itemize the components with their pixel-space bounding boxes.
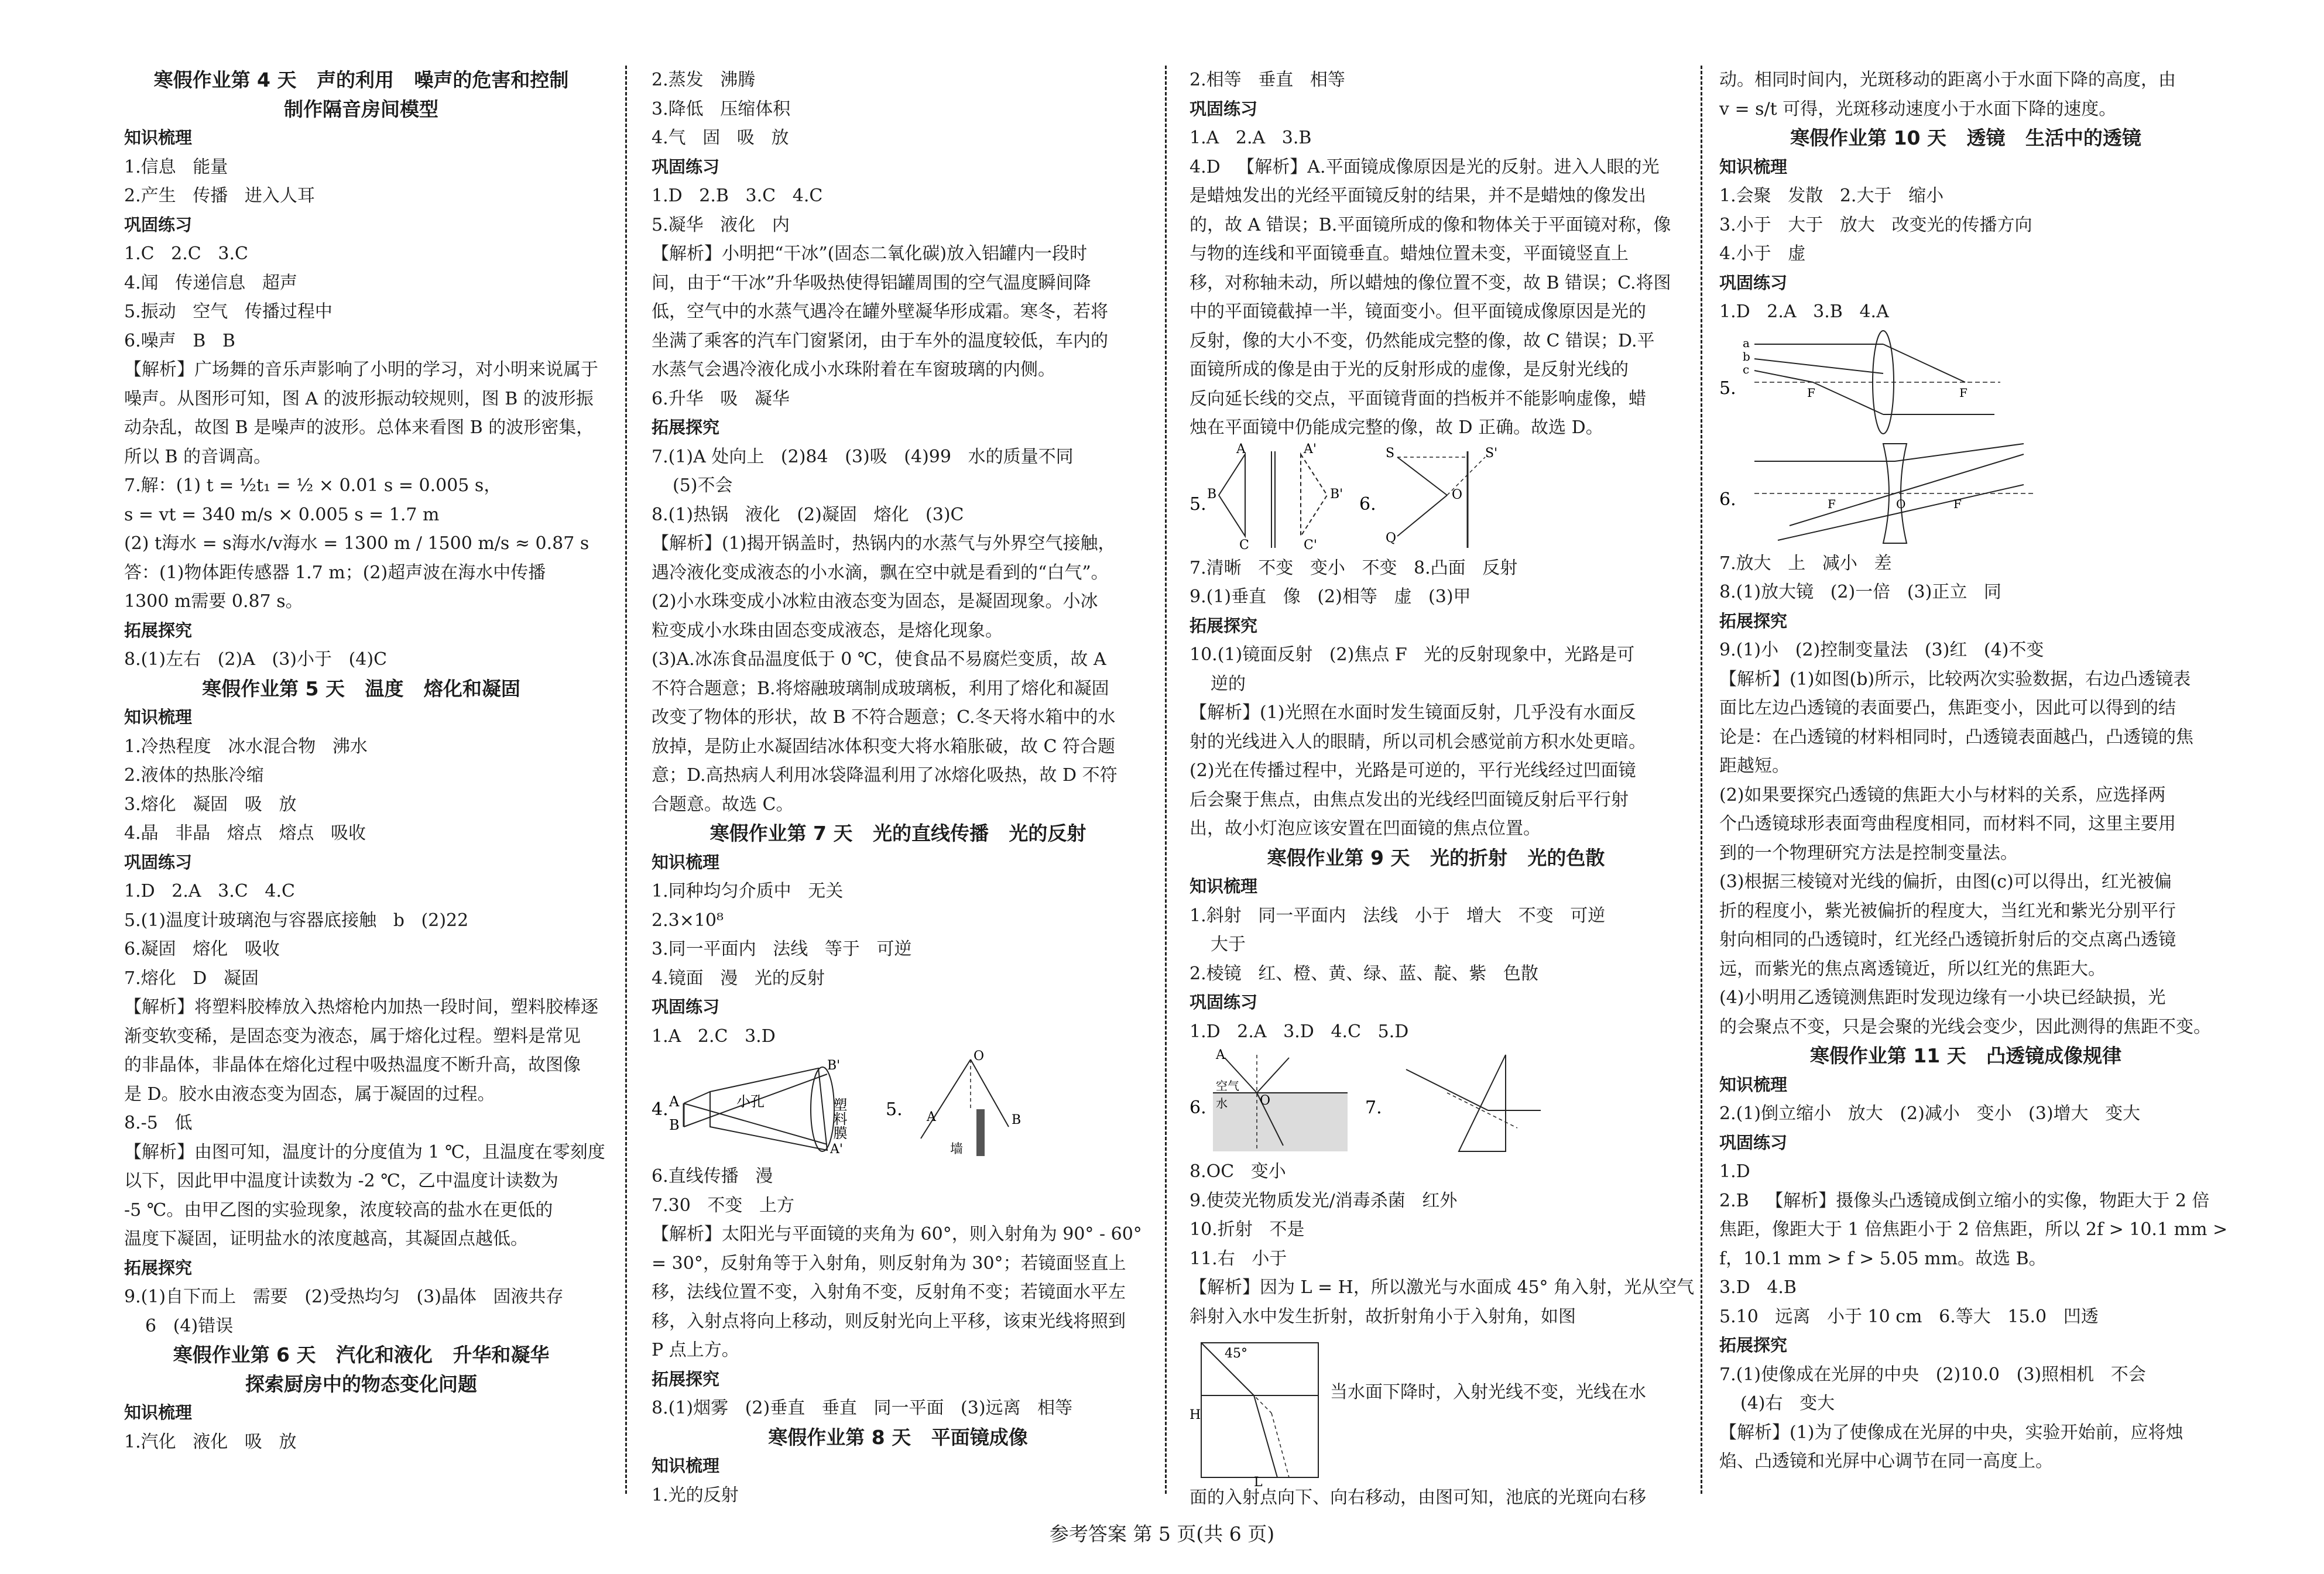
label-s: S xyxy=(1386,445,1395,461)
label-c-prime3: C' xyxy=(1304,537,1317,553)
answer-line: -5 ℃。由甲乙图的实验现象，浓度较高的盐水在更低的 xyxy=(124,1199,553,1220)
answer-line: 3.D 4.B xyxy=(1719,1277,1797,1298)
answer-line: 6.凝固 熔化 吸收 xyxy=(124,939,280,959)
answer-line: 到的一个物理研究方法是控制变量法。 xyxy=(1719,842,2018,863)
answer-line: 面镜所成的像是由于光的反射形成的虚像，是反射光线的 xyxy=(1190,359,1629,380)
answer-line: 8.OC 变小 xyxy=(1190,1161,1286,1182)
answer-line: 4.小于 虚 xyxy=(1719,244,1806,264)
answer-line: 1.同种均匀介质中 无关 xyxy=(652,881,844,901)
label-o3: O xyxy=(1452,487,1463,502)
section-title: 寒假作业第 8 天 平面镜成像 xyxy=(768,1425,1028,1449)
answer-line: s = vt = 340 m/s × 0.005 s = 1.7 m xyxy=(124,504,440,525)
answer-line: (2) t海水 = s海水/v海水 = 1300 m / 1500 m/s ≈ 0.87 s xyxy=(124,533,589,554)
subsection-heading: 知识梳理 xyxy=(652,1456,720,1476)
answer-line: 【解析】(1)光照在水面时发生镜面反射，几乎没有水面反 xyxy=(1190,702,1636,723)
answer-line: 1300 m需要 0.87 s。 xyxy=(124,591,303,612)
subsection-heading: 巩固练习 xyxy=(124,852,193,872)
subsection-heading: 巩固练习 xyxy=(1719,1132,1788,1153)
subsection-heading: 拓展探究 xyxy=(1719,611,1788,631)
answer-line: 2.产生 传播 进入人耳 xyxy=(124,186,315,206)
section-title: 寒假作业第 10 天 透镜 生活中的透镜 xyxy=(1790,126,2141,149)
answer-line: 9.(1)垂直 像 (2)相等 虚 (3)甲 xyxy=(1190,587,1471,607)
answer-line: 大于 xyxy=(1211,934,1246,955)
column-3 xyxy=(1190,66,1695,1508)
answer-line: 5.凝华 液化 内 xyxy=(652,214,790,235)
label-b: B xyxy=(669,1117,680,1133)
label-h: H xyxy=(1190,1408,1201,1422)
answer-line: 遇冷液化变成液态的小水滴，飘在空中就是看到的“白气”。 xyxy=(652,562,1109,583)
label-c3: C xyxy=(1239,537,1249,553)
column-2 xyxy=(652,66,1144,1506)
answer-line: 【解析】因为 L = H，所以激光与水面成 45° 角入射，光从空气 xyxy=(1190,1277,1695,1298)
answer-line: 粒变成小水珠由固态变成液态，是熔化现象。 xyxy=(652,620,1003,641)
answer-line: 合题意。故选 C。 xyxy=(652,794,794,815)
figure-block xyxy=(1719,327,2212,438)
answer-line: 的会聚点不变，只是会聚的光线会变少，因此测得的焦距不变。 xyxy=(1719,1016,2211,1037)
answer-line: 距越短。 xyxy=(1719,756,1790,776)
answer-line: 【解析】(1)揭开锅盖时，热锅内的水蒸气与外界空气接触， xyxy=(652,533,1116,554)
label-f6b: F xyxy=(1953,496,1962,511)
answer-line: 【解析】(1)为了使像成在光屏的中央，实验开始前，应将烛 xyxy=(1719,1422,2184,1443)
answer-line: 远，而紫光的焦点离透镜近，所以红光的焦距大。 xyxy=(1719,958,2106,979)
answer-line: 7.放大 上 减小 差 xyxy=(1719,553,1892,574)
answer-line: 2.液体的热胀冷缩 xyxy=(124,765,264,786)
answer-line: 放掉，是防止水凝固结冰体积变大将水箱胀破，故 C 符合题 xyxy=(652,736,1116,757)
answer-line: P 点上方。 xyxy=(652,1340,739,1360)
label-a3: A xyxy=(1236,441,1246,457)
answer-line: 11.右 小于 xyxy=(1190,1248,1287,1269)
subsection-heading: 知识梳理 xyxy=(124,128,193,148)
section-title: 寒假作业第 4 天 声的利用 噪声的危害和控制 xyxy=(153,68,569,91)
answer-line: 5.(1)温度计玻璃泡与容器底接触 b (2)22 xyxy=(124,910,469,931)
subsection-heading: 拓展探究 xyxy=(652,1369,720,1389)
answer-line: 4.D 【解析】A.平面镜成像原因是光的反射。进入人眼的光 xyxy=(1190,156,1660,177)
answer-line: 1.A 2.A 3.B xyxy=(1190,128,1312,148)
answer-line: 7.(1)使像成在光屏的中央 (2)10.0 (3)照相机 不会 xyxy=(1719,1364,2146,1385)
answer-line: 是 D。胶水由液态变为固态，属于凝固的过程。 xyxy=(124,1083,495,1105)
label-f6: F xyxy=(1828,496,1836,511)
label-wall: 墙 xyxy=(950,1142,964,1157)
answer-line: 5.10 远离 小于 10 cm 6.等大 15.0 凹透 xyxy=(1719,1306,2099,1327)
answer-line: 焦距，像距大于 1 倍焦距小于 2 倍焦距，所以 2f > 10.1 mm > xyxy=(1719,1219,2228,1240)
answer-line: (4)小明用乙透镜测焦距时发现边缘有一小块已经缺损，光 xyxy=(1719,987,2166,1008)
section-title: 寒假作业第 5 天 温度 熔化和凝固 xyxy=(202,677,520,700)
section-title: 寒假作业第 6 天 汽化和液化 升华和凝华 xyxy=(173,1343,550,1366)
answer-line: f，10.1 mm > f > 5.05 mm。故选 B。 xyxy=(1719,1248,2047,1269)
subsection-heading: 巩固练习 xyxy=(1719,272,1788,293)
answer-line: 后会聚于焦点，由焦点发出的光线经凹面镜反射后平行射 xyxy=(1190,789,1629,810)
answer-line: 9.(1)自下而上 需要 (2)受热均匀 (3)晶体 固液共存 xyxy=(124,1287,564,1307)
answer-line: 7.30 不变 上方 xyxy=(652,1195,795,1216)
subsection-heading: 知识梳理 xyxy=(1190,876,1258,896)
answer-line: 8.(1)烟雾 (2)垂直 垂直 同一平面 (3)远离 相等 xyxy=(652,1398,1073,1418)
answer-line: 6 (4)错误 xyxy=(145,1315,234,1336)
answer-line: 移，入射点将向上移动，则反射光向上平移，该束光线将照到 xyxy=(652,1311,1126,1332)
answer-line: 6.升华 吸 凝华 xyxy=(652,388,790,409)
subsection-heading: 巩固练习 xyxy=(1190,98,1258,119)
answer-line: 3.同一平面内 法线 等于 可逆 xyxy=(652,939,912,959)
answer-line: 【解析】广场舞的音乐声影响了小明的学习，对小明来说属于 xyxy=(124,359,598,380)
answer-line: 7.清晰 不变 变小 不变 8.凸面 反射 xyxy=(1190,557,1518,578)
answer-line: 的非晶体，非晶体在熔化过程中吸热温度不断升高，故图像 xyxy=(124,1055,581,1075)
answer-line: 出，故小灯泡应该安置在凹面镜的焦点位置。 xyxy=(1190,818,1541,839)
answer-line: = 30°，反射角等于入射角，则反射角为 30°；若镜面竖直上 xyxy=(652,1253,1126,1274)
answer-line: 不符合题意；B.将熔融玻璃制成玻璃板，利用了熔化和凝固 xyxy=(652,678,1109,699)
answer-line: 10.(1)镜面反射 (2)焦点 F 光的反射现象中，光路是可 xyxy=(1190,644,1635,665)
answer-line: (2)光在传播过程中，光路是可逆的，平行光线经过凹面镜 xyxy=(1190,760,1636,781)
label-o: O xyxy=(974,1049,985,1064)
answer-line: 面比左边凸透镜的表面要凸，焦距变小，因此可以得到的结 xyxy=(1719,698,2176,718)
answer-line: 1.信息 能量 xyxy=(124,156,228,177)
answer-line: 改变了物体的形状，故 B 不符合题意；C.冬天将水箱中的水 xyxy=(652,707,1116,728)
answer-line: 射的光线进入人的眼睛，所以司机会感觉前方积水处更暗。 xyxy=(1190,731,1646,752)
answer-line: 6.直线传播 漫 xyxy=(652,1166,773,1186)
answer-line: 8.(1)热锅 液化 (2)凝固 熔化 (3)C xyxy=(652,504,964,525)
answer-line: v = s/t 可得，光斑移动速度小于水面下降的速度。 xyxy=(1719,98,2117,119)
label-c5: c xyxy=(1743,362,1750,376)
label-air: 空气 xyxy=(1216,1079,1239,1093)
figure-block xyxy=(1190,443,1682,554)
section-title: 寒假作业第 7 天 光的直线传播 光的反射 xyxy=(709,822,1086,845)
label-45deg: 45° xyxy=(1225,1346,1247,1361)
answer-line: 1.D 2.B 3.C 4.C xyxy=(652,186,823,206)
answer-line: 7.(1)A 处向上 (2)84 (3)吸 (4)99 水的质量不同 xyxy=(652,446,1074,467)
subsection-heading: 知识梳理 xyxy=(652,852,720,872)
answer-line: 1.D 2.A 3.D 4.C 5.D xyxy=(1190,1021,1409,1042)
label-f5b: F xyxy=(1959,385,1967,400)
answer-line: 7.熔化 D 凝固 xyxy=(124,968,259,989)
answer-line: 3.熔化 凝固 吸 放 xyxy=(124,794,297,815)
label-s-prime: S' xyxy=(1485,445,1498,461)
label-b2: B xyxy=(1012,1113,1022,1127)
answer-line: 噪声。从图形可知，图 A 的波形振动较规则，图 B 的波形振 xyxy=(124,388,594,409)
subsection-heading: 拓展探究 xyxy=(652,417,720,437)
text-line: 当水面下降时，入射光线不变，光线在水 xyxy=(1330,1382,1646,1402)
answer-line: 1.C 2.C 3.C xyxy=(124,244,248,264)
figure-refraction xyxy=(1190,1046,1670,1157)
answer-line: 射向相同的凸透镜时，红光经凸透镜折射后的交点离凸透镜 xyxy=(1719,930,2176,950)
column-divider xyxy=(625,66,627,1494)
answer-line: 1.D 2.A 3.B 4.A xyxy=(1719,301,1889,322)
answer-line: 4.气 固 吸 放 xyxy=(652,128,789,148)
answer-line: 1.光的反射 xyxy=(652,1484,739,1506)
answer-line: 所以 B 的音调高。 xyxy=(124,446,272,467)
answer-line: 【解析】由图可知，温度计的分度值为 1 ℃，且温度在零刻度 xyxy=(124,1141,605,1163)
answer-line: 9.(1)小 (2)控制变量法 (3)红 (4)不变 xyxy=(1719,640,2044,660)
answer-line: 中的平面镜截掉一半，镜面变小。但平面镜成像原因是光的 xyxy=(1190,301,1646,322)
answer-line: 答：(1)物体距传感器 1.7 m；(2)超声波在海水中传播 xyxy=(124,562,546,583)
subsection-heading: 巩固练习 xyxy=(652,997,720,1017)
section-title: 制作隔音房间模型 xyxy=(284,97,438,121)
subsection-heading: 知识梳理 xyxy=(124,1402,193,1422)
subsection-heading: 拓展探究 xyxy=(1719,1335,1788,1355)
label-o6: O xyxy=(1896,496,1906,511)
section-title: 寒假作业第 11 天 凸透镜成像规律 xyxy=(1809,1044,2122,1067)
subsection-heading: 巩固练习 xyxy=(652,156,720,177)
label-l: L xyxy=(1254,1475,1263,1490)
answer-line: 2.棱镜 红、橙、黄、绿、蓝、靛、紫 色散 xyxy=(1190,963,1538,984)
answer-line: 水蒸气会遇冷液化成小水珠附着在车窗玻璃的内侧。 xyxy=(652,359,1055,380)
section-title: 探索厨房中的物态变化问题 xyxy=(245,1372,477,1395)
answer-line: 6.噪声 B B xyxy=(124,330,235,351)
column-divider xyxy=(1165,66,1167,1494)
answer-line: 意；D.高热病人利用冰袋降温利用了冰熔化吸热，故 D 不符 xyxy=(652,765,1118,786)
label-f5: F xyxy=(1807,385,1815,400)
answer-line: 5.振动 空气 传播过程中 xyxy=(124,301,333,322)
fig-num-6: 6. xyxy=(1359,493,1376,515)
label-a2: A xyxy=(927,1110,936,1124)
fig-num-6: 6. xyxy=(1719,489,1736,510)
answer-line: 3.降低 压缩体积 xyxy=(652,98,791,119)
answer-line: 【解析】小明把“干冰”(固态二氧化碳)放入铝罐内一段时 xyxy=(652,244,1088,264)
answer-line: 1.会聚 发散 2.大于 缩小 xyxy=(1719,186,1944,206)
answer-line: (3)根据三棱镜对光线的偏折，由图(c)可以得出，红光被偏 xyxy=(1719,872,2172,892)
answer-line: (4)右 变大 xyxy=(1740,1393,1835,1414)
answer-line: 逆的 xyxy=(1211,673,1246,694)
answer-line: 8.-5 低 xyxy=(124,1113,193,1133)
figure-plane-mirror xyxy=(1190,443,1670,554)
answer-line: 1.冷热程度 冰水混合物 沸水 xyxy=(124,736,368,757)
label-a: A xyxy=(669,1093,680,1110)
answer-line: 反射，像的大小不变，仍然能成完整的像，故 C 错误；D.平 xyxy=(1190,330,1655,351)
label-b-prime: B' xyxy=(827,1058,841,1073)
answer-line: (2)如果要探究凸透镜的焦距大小与材料的关系，应选择两 xyxy=(1719,784,2166,805)
column-4 xyxy=(1719,66,2228,1494)
answer-line: 10.折射 不是 xyxy=(1190,1219,1305,1240)
answer-line: 温度下凝固，证明盐水的浓度越高，其凝固点越低。 xyxy=(124,1229,528,1249)
label-a-prime3: A' xyxy=(1304,441,1317,457)
label-a5: a xyxy=(1743,335,1750,350)
answer-line: 反向延长线的交点，平面镜背面的挡板并不能影响虚像，蜡 xyxy=(1190,388,1646,409)
answer-line: 渐变软变稀，是固态变为液态，属于熔化过程。塑料是常见 xyxy=(124,1026,581,1047)
answer-line: 个凸透镜球形表面弯曲程度相同，而材料不同，这里主要用 xyxy=(1719,814,2176,834)
answer-line: 4.闻 传递信息 超声 xyxy=(124,272,297,293)
label-o4: O xyxy=(1260,1093,1271,1108)
answer-line: 面的入射点向下、向右移动，由图可知，池底的光斑向右移 xyxy=(1190,1487,1646,1508)
label-a4: A xyxy=(1216,1048,1225,1062)
answer-line: 1.D xyxy=(1719,1161,1750,1182)
answer-line: 烛在平面镜中仍能成完整的像，故 D 正确。故选 D。 xyxy=(1190,417,1603,438)
answer-line: 低，空气中的水蒸气遇冷在罐外壁凝华形成霜。寒冬，若将 xyxy=(652,301,1108,322)
answer-line: 【解析】太阳光与平面镜的夹角为 60°，则入射角为 90° - 60° xyxy=(652,1224,1142,1244)
answer-line: 移，对称轴未动，所以蜡烛的像位置不变，故 B 错误；C.将图 xyxy=(1190,272,1671,293)
answer-line: 动杂乱，故图 B 是噪声的波形。总体来看图 B 的波形密集， xyxy=(124,417,594,438)
figure-concave-lens xyxy=(1719,438,2199,549)
label-plastic-film: 塑料膜 xyxy=(831,1098,847,1140)
subsection-heading: 拓展探究 xyxy=(124,620,193,640)
subsection-heading: 拓展探究 xyxy=(1190,615,1258,636)
fig-num-4: 4. xyxy=(652,1099,669,1120)
answer-line: 8.(1)放大镜 (2)一倍 (3)正立 同 xyxy=(1719,582,2001,602)
answer-line: 9.使荧光物质发光/消毒杀菌 红外 xyxy=(1190,1190,1458,1211)
answer-line: 2.(1)倒立缩小 放大 (2)减小 变小 (3)增大 变大 xyxy=(1719,1103,2141,1124)
answer-line: 【解析】(1)如图(b)所示，比较两次实验数据，右边凸透镜表 xyxy=(1719,668,2191,690)
answer-line: (3)A.冰冻食品温度低于 0 ℃，使食品不易腐烂变质，故 A xyxy=(652,649,1106,670)
answer-line: 动。相同时间内，光斑移动的距离小于水面下降的高度，由 xyxy=(1719,70,2176,90)
answer-line: 8.(1)左右 (2)A (3)小于 (4)C xyxy=(124,649,388,670)
answer-line: 坐满了乘客的汽车门窗紧闭，由于车外的温度较低，车内的 xyxy=(652,330,1108,351)
answer-line: 7.解：(1) t = ½t₁ = ½ × 0.01 s = 0.005 s， xyxy=(124,475,502,496)
subsection-heading: 知识梳理 xyxy=(1719,156,1788,177)
answer-line: 的，故 A 错误；B.平面镜所成的像和物体关于平面镜对称，像 xyxy=(1190,214,1671,235)
answer-line: 1.D 2.A 3.C 4.C xyxy=(124,881,295,901)
answer-line: 2.B 【解析】摄像头凸透镜成倒立缩小的实像，物距大于 2 倍 xyxy=(1719,1190,2210,1211)
section-title: 寒假作业第 9 天 光的折射 光的色散 xyxy=(1267,846,1605,869)
answer-line: 以下，因此甲中温度计读数为 -2 ℃，乙中温度计读数为 xyxy=(124,1171,558,1191)
subsection-heading: 巩固练习 xyxy=(1190,992,1258,1012)
answer-line: 斜射入水中发生折射，故折射角小于入射角，如图 xyxy=(1190,1306,1576,1327)
column-1 xyxy=(124,66,605,1494)
answer-line: 与物的连线和平面镜垂直。蜡烛位置未变，平面镜竖直上 xyxy=(1190,244,1629,264)
fig-num-5: 5. xyxy=(886,1099,903,1120)
answer-line: 移，法线位置不变，入射角不变，反射角不变；若镜面水平左 xyxy=(652,1282,1126,1302)
figure-pinhole-and-reflection xyxy=(652,1051,1132,1162)
subsection-heading: 知识梳理 xyxy=(124,707,193,727)
answer-line: 论是：在凸透镜的材料相同时，凸透镜表面越凸，凸透镜的焦 xyxy=(1719,726,2193,747)
answer-line: 是蜡烛发出的光经平面镜反射的结果，并不是蜡烛的像发出 xyxy=(1190,186,1646,206)
figure-block xyxy=(1719,438,2212,549)
subsection-heading: 拓展探究 xyxy=(124,1257,193,1278)
label-a-prime: A' xyxy=(830,1142,843,1157)
answer-line: 1.A 2.C 3.D xyxy=(652,1026,776,1047)
fig-num-7: 7. xyxy=(1365,1098,1382,1118)
label-b5: b xyxy=(1743,349,1750,364)
answer-line: 焰、凸透镜和光屏中心调节在同一高度上。 xyxy=(1719,1451,2053,1472)
figure-pool-laser xyxy=(1190,1331,1682,1490)
answer-line: 1.斜射 同一平面内 法线 小于 增大 不变 可逆 xyxy=(1190,905,1606,926)
label-water: 水 xyxy=(1216,1096,1228,1110)
page-footer: 参考答案 第 5 页(共 6 页) xyxy=(1049,1522,1275,1545)
fig-num-5: 5. xyxy=(1719,378,1736,399)
answer-line: 4.晶 非晶 熔点 熔点 吸收 xyxy=(124,823,366,843)
fig-num-6: 6. xyxy=(1190,1098,1206,1118)
label-pinhole: 小孔 xyxy=(736,1093,765,1110)
answer-line: (2)小水珠变成小冰粒由液态变为固态，是凝固现象。小冰 xyxy=(652,591,1098,612)
figure-block xyxy=(1190,1046,1682,1157)
answer-line: 折的程度小，紫光被偏折的程度大，当红光和紫光分别平行 xyxy=(1719,900,2176,921)
answer-line: 间，由于“干冰”升华吸热使得铝罐周围的空气温度瞬间降 xyxy=(652,272,1091,293)
figure-convex-lens xyxy=(1719,327,2199,438)
label-q: Q xyxy=(1386,530,1397,546)
subsection-heading: 巩固练习 xyxy=(124,214,193,235)
label-b-prime3: B' xyxy=(1330,486,1343,502)
answer-line: 1.汽化 液化 吸 放 xyxy=(124,1431,297,1452)
answer-line: 2.相等 垂直 相等 xyxy=(1190,70,1345,90)
label-b3: B xyxy=(1207,486,1217,502)
column-divider xyxy=(1701,66,1702,1494)
answer-line: 4.镜面 漫 光的反射 xyxy=(652,968,825,989)
figure-block xyxy=(652,1051,1144,1162)
fig-num-5: 5. xyxy=(1190,493,1206,515)
answer-line: 2.蒸发 沸腾 xyxy=(652,70,756,90)
answer-line: 【解析】将塑料胶棒放入热熔枪内加热一段时间，塑料胶棒逐 xyxy=(124,997,598,1017)
answer-line: 3.小于 大于 放大 改变光的传播方向 xyxy=(1719,214,2032,235)
answer-line: (5)不会 xyxy=(673,475,733,496)
answer-line: 2.3×10⁸ xyxy=(652,910,724,931)
subsection-heading: 知识梳理 xyxy=(1719,1074,1788,1095)
